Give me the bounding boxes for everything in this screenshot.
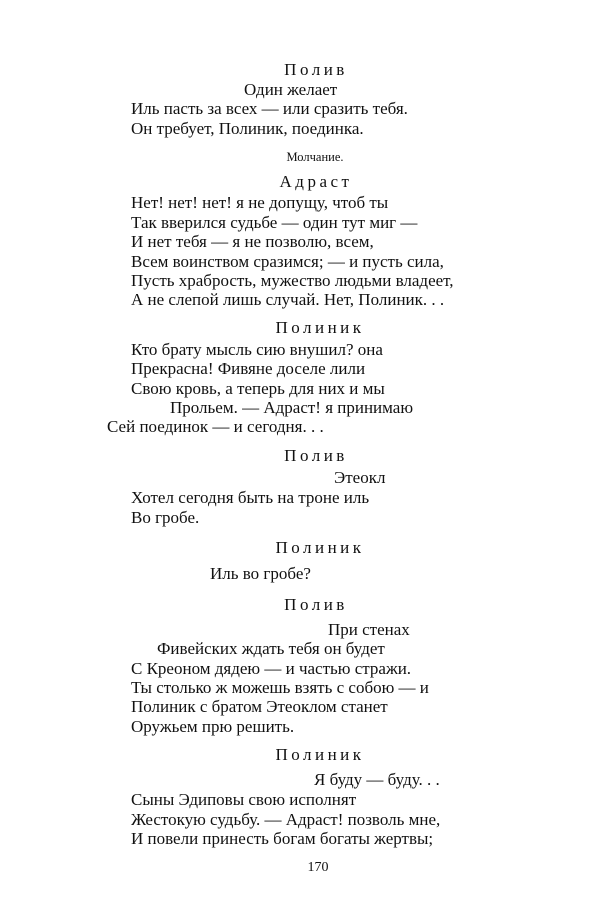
speaker-name: Полиник [275,318,365,337]
speaker-name: Полиник [275,745,365,764]
verse-line: При стенах [328,620,410,639]
verse-line: Прольем. — Адраст! я принимаю [170,398,414,417]
speaker-name: Полив [284,60,348,79]
verse-line: Я буду — буду. . . [314,770,440,789]
verse-line: Иль во гробе? [210,564,311,583]
verse-line: Во гробе. [131,508,200,527]
verse-line: Полиник с братом Этеоклом станет [131,697,388,716]
speaker-name: Адраст [279,172,353,191]
verse-line: Всем воинством сразимся; — и пусть сила, [131,252,444,271]
verse-line: И повели принесть богам богаты жертвы; [131,829,434,848]
verse-line: Хотел сегодня быть на троне иль [131,488,370,507]
verse-line: С Креоном дядею — и частью стражи. [131,659,412,678]
verse-line: Пусть храбрость, мужество людьми владеет, [131,271,454,290]
verse-line: Кто брату мысль сию внушил? она [131,340,383,359]
verse-line: Жестокую судьбу. — Адраст! позволь мне, [131,810,441,829]
verse-line: Так вверился судьбе — один тут миг — [131,213,418,232]
verse-line: Ты столько ж можешь взять с собою — и [131,678,429,697]
verse-line: Прекрасна! Фивяне доселе лили [131,359,366,378]
speaker-name: Полив [284,595,348,614]
verse-line: Сыны Эдиповы свою исполнят [131,790,357,809]
verse-line: И нет тебя — я не позволю, всем, [131,232,374,251]
verse-line: Один желает [244,80,338,99]
speaker-name: Полиник [275,538,365,557]
verse-line: Нет! нет! нет! я не допущу, чтоб ты [131,193,389,212]
verse-line: Свою кровь, а теперь для них и мы [131,379,385,398]
verse-line: Фивейских ждать тебя он будет [157,639,385,658]
verse-line: Оружьем прю решить. [131,717,295,736]
verse-line: Этеокл [334,468,386,487]
speaker-name: Полив [284,446,348,465]
verse-line: Иль пасть за всех — или сразить тебя. [131,99,408,118]
verse-line: Он требует, Полиник, поединка. [131,119,364,138]
verse-line: Сей поединок — и сегодня. . . [107,417,324,436]
page-number: 170 [307,860,329,875]
verse-line: А не слепой лишь случай. Нет, Полиник. . . [131,290,445,309]
stage-direction: Молчание. [286,150,344,164]
